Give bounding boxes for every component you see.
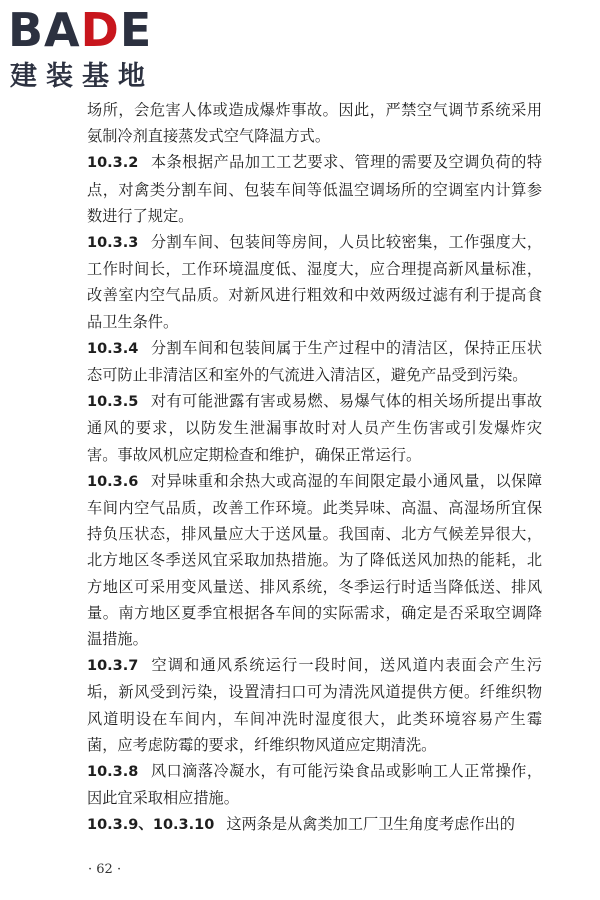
clause-number: 10.3.4 — [87, 340, 139, 357]
paragraph: 10.3.8 风口滴落冷凝水，有可能污染食品或影响工人正常操作，因此宜采取相应措施。 — [87, 762, 542, 808]
paragraph: 10.3.2 本条根据产品加工工艺要求、管理的需要及空调负荷的特点，对禽类分割车间、包装车间等低温空调场所的空调室内计算参数进行了规定。 — [87, 153, 542, 225]
paragraph: 10.3.6 对异味重和余热大或高湿的车间限定最小通风量，以保障车间内空气品质，改善工作环境。此类异味、高温、高湿场所宜保持负压状态，排风量应大于送风量。我国南、北方气候差异很大，北方地区冬季送风宜采取加热措施。为了降低送风加热的能耗，北方地区可采用变风量送、排风系统，冬季运行时适当降低送、排风量。南方地区夏季宜根据各车间的实际需求，确定是否采取空调降温措施。 — [87, 471, 542, 649]
clause-number: 10.3.8 — [87, 764, 139, 781]
logo-wordmark: BADE — [8, 3, 153, 57]
clause-number: 10.3.7 — [87, 658, 139, 675]
clause-number: 10.3.3 — [87, 235, 139, 252]
paragraph: 10.3.3 分割车间、包装间等房间，人员比较密集，工作强度大，工作时间长，工作环境温度低、湿度大，应合理提高新风量标准，改善室内空气品质。对新风进行粗效和中效两级过滤有利于提高食品卫生条件。 — [87, 233, 542, 331]
paragraph: 10.3.5 对有可能泄露有害或易燃、易爆气体的相关场所提出事故通风的要求，以防发生泄漏事故时对人员产生伤害或引发爆炸灾害。事故风机应定期检查和维护，确保正常运行。 — [87, 392, 542, 464]
document-body — [87, 97, 542, 839]
paragraph: 10.3.9、10.3.10 这两条是从禽类加工厂卫生角度考虑作出的 — [87, 815, 515, 834]
clause-number: 10.3.2 — [87, 155, 139, 172]
clause-number: 10.3.6 — [87, 473, 139, 490]
paragraph: 10.3.7 空调和通风系统运行一段时间，送风道内表面会产生污垢，新风受到污染，设置清扫口可为清洗风道提供方便。纤维织物风道明设在车间内，车间冲洗时湿度很大，此类环境容易产生霉菌，应考虑防霉的要求，纤维织物风道应定期清洗。 — [87, 656, 542, 754]
paragraph: 10.3.4 分割车间和包装间属于生产过程中的清洁区，保持正压状态可防止非清洁区和室外的气流进入清洁区，避免产品受到污染。 — [87, 338, 542, 385]
clause-number: 10.3.9、10.3.10 — [87, 817, 215, 834]
paragraph: 场所，会危害人体或造成爆炸事故。因此，严禁空气调节系统采用氨制冷剂直接蒸发式空气降温方式。 — [87, 101, 542, 146]
bade-logo — [8, 4, 178, 96]
clause-number: 10.3.5 — [87, 394, 139, 411]
logo-subtitle: 建装基地 — [10, 61, 154, 92]
page-number: · 62 · — [88, 862, 122, 877]
